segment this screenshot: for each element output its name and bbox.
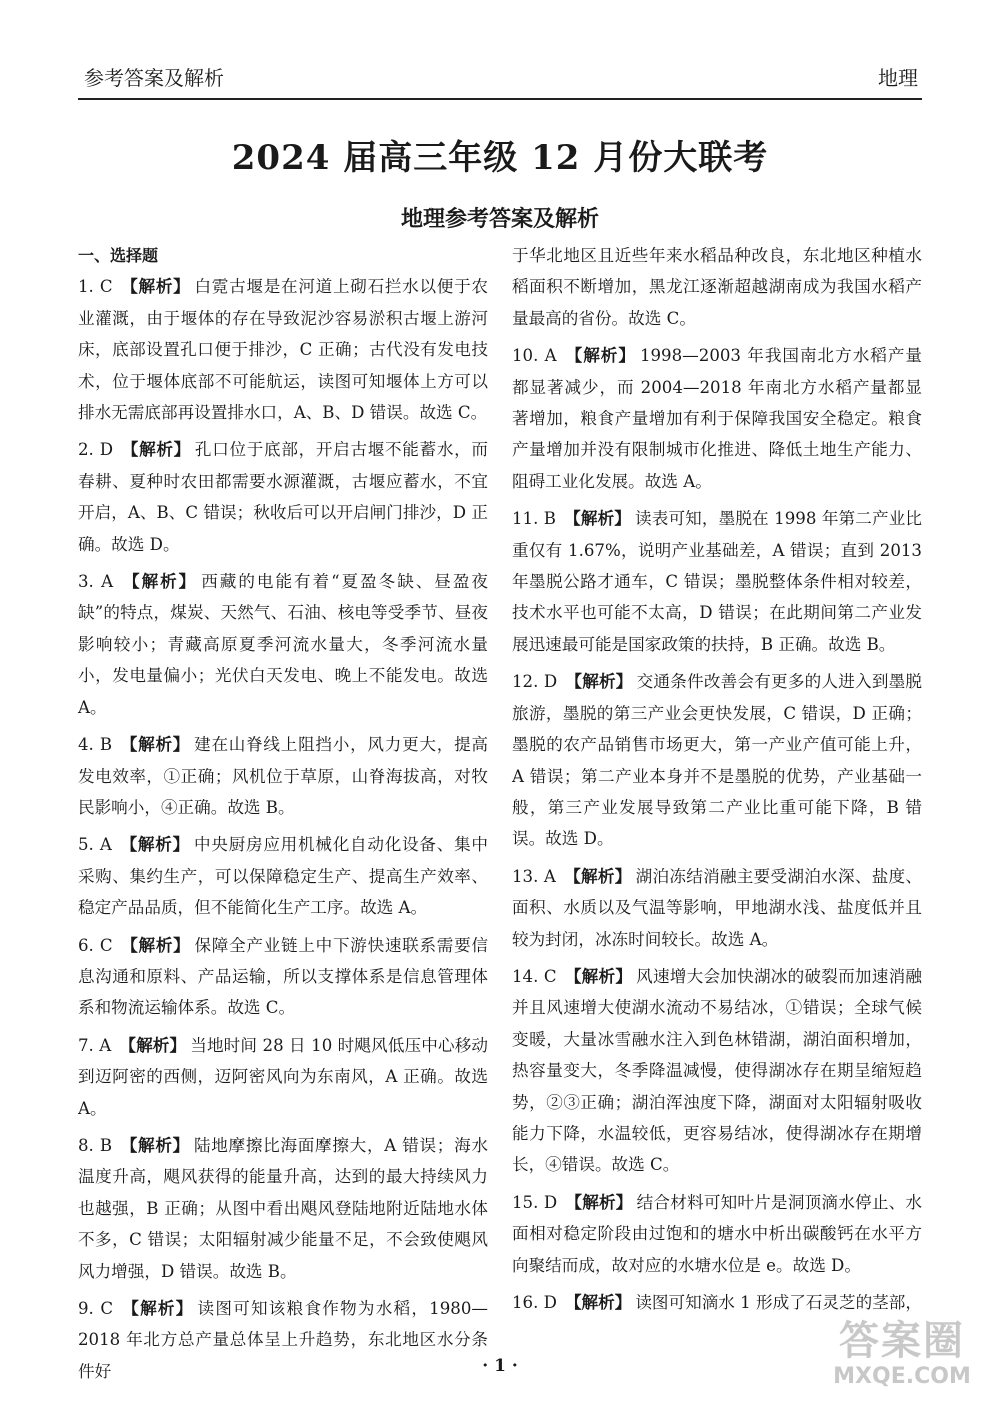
section-heading: 一、选择题 bbox=[78, 246, 159, 265]
answer-explanation: 当地时间 28 日 10 时飓风低压中心移动到迈阿密的西侧，迈阿密风向为东南风，A 正确。故选 A。 bbox=[78, 1035, 489, 1118]
analysis-tag: 【解析】 bbox=[563, 866, 632, 886]
answer-explanation: 交通条件改善会有更多的人进入到墨脱旅游，墨脱的第三产业会更快发展，C 错误，D 正确；墨脱的农产品销售市场更大，第一产业产值可能上升，A 错误；第二产业本身并不是墨脱的优势，产业基础一般，第三产业发展导致第二产业比重可能下降，B 错误。故选 D。 bbox=[512, 672, 923, 849]
watermark-logo-text: 答案圈 bbox=[839, 1318, 965, 1364]
answer-explanation: 读图可知滴水 1 形成了石灵芝的茎部， bbox=[635, 1293, 922, 1312]
answer-number: 13. A bbox=[512, 866, 556, 886]
answer-explanation: 西藏的电能有着“夏盈冬缺、昼盈夜缺”的特点，煤炭、天然气、石油、核电等受季节、昼夜影响较小；青藏高原夏季河流水量大，冬季河流水量小，发电量偏小；光伏白天发电、晚上不能发电。故选 A。 bbox=[78, 572, 489, 717]
analysis-tag: 【解析】 bbox=[120, 935, 191, 955]
answer-explanation: 风速增大会加快湖冰的破裂而加速消融并且风速增大使湖水流动不易结冰，①错误；全球气候变暖，大量冰雪融水注入到色林错湖，湖泊面积增加，热容量变大，冬季降温减慢，使得湖冰存在期呈缩短趋势，②③正确；湖泊浑浊度下降，湖面对太阳辐射吸收能力下降，水温较低，更容易结冰，使得湖冰存在期增长，④错误。故选 C。 bbox=[512, 966, 922, 1175]
header-left-title: 参考答案及解析 bbox=[84, 66, 224, 90]
answer-explanation: 保障全产业链上中下游快速联系需要信息沟通和原料、产品运输，所以支撑体系是信息管理体系和物流运输体系。故选 C。 bbox=[78, 935, 489, 1018]
answer-explanation: 读表可知，墨脱在 1998 年第二产业比重仅有 1.67%，说明产业基础差，A 错误；直到 2013 年墨脱公路才通车，C 错误；墨脱整体条件相对较差，技术水平也可能不太高，D 错误；在此期间第二产业发展迅速最可能是国家政策的扶持，B 正确。故选 B。 bbox=[512, 509, 923, 654]
analysis-tag: 【解析】 bbox=[120, 735, 191, 755]
analysis-tag: 【解析】 bbox=[565, 1192, 633, 1212]
analysis-tag: 【解析】 bbox=[119, 835, 190, 855]
answer-explanation: 陆地摩擦比海面摩擦大，A 错误；海水温度升高，飓风获得的能量升高，达到的最大持续风力也越强，B 正确；从图中看出飓风登陆地附近陆地水体不多，C 错误；太阳辐射减少能量不足，不会致使飓风风力增强，D 错误。故选 B。 bbox=[78, 1135, 489, 1281]
answer-number: 4. B bbox=[78, 735, 113, 755]
answer-explanation: 结合材料可知叶片是洞顶滴水停止、水面相对稳定阶段由过饱和的塘水中析出碳酸钙在水平方向聚结而成，故对应的水塘水位是 e。故选 D。 bbox=[512, 1192, 923, 1275]
answer-item bbox=[78, 566, 488, 723]
item-9-continuation: 于华北地区且近些年来水稻品种改良，东北地区种植水稻面积不断增加，黑龙江逐渐超越湖南成为我国水稻产量最高的省份。故选 C。 bbox=[512, 246, 922, 328]
page-number: · 1 · bbox=[482, 1356, 518, 1376]
answer-explanation: 湖泊冻结消融主要受湖泊水深、盐度、面积、水质以及气温等影响，甲地湖水浅、盐度低并且较为封闭，冰冻时间较长。故选 A。 bbox=[512, 866, 923, 949]
answer-item bbox=[78, 271, 488, 428]
answer-item bbox=[78, 1130, 488, 1287]
answer-number: 8. B bbox=[78, 1135, 113, 1155]
answer-item bbox=[512, 861, 922, 955]
analysis-tag: 【解析】 bbox=[565, 672, 633, 692]
analysis-tag: 【解析】 bbox=[121, 572, 198, 592]
answer-item bbox=[512, 1287, 922, 1318]
answer-number: 7. A bbox=[78, 1035, 112, 1055]
analysis-tag: 【解析】 bbox=[121, 440, 191, 460]
answer-item bbox=[78, 930, 488, 1024]
answer-explanation: 读图可知该粮食作物为水稻，1980—2018 年北方总产量总体呈上升趋势，东北地区水分条件好 bbox=[78, 1299, 488, 1381]
answer-item bbox=[78, 729, 488, 823]
answer-explanation: 建在山脊线上阻挡小，风力更大，提高发电效率，①正确；风机位于草原，山脊海拔高，对牧民影响小，④正确。故选 B。 bbox=[78, 735, 488, 817]
answer-item bbox=[78, 434, 488, 560]
header-subject: 地理 bbox=[878, 66, 918, 90]
answer-number: 1. C bbox=[78, 277, 113, 297]
analysis-tag: 【解析】 bbox=[121, 1299, 194, 1318]
analysis-tag: 【解析】 bbox=[564, 1293, 632, 1312]
answer-number: 6. C bbox=[78, 935, 113, 955]
answer-number: 16. D bbox=[512, 1293, 557, 1312]
watermark-logo bbox=[822, 1318, 982, 1398]
watermark-url: MXQE.COM bbox=[833, 1364, 971, 1389]
answer-number: 14. C bbox=[512, 966, 557, 986]
answer-item bbox=[512, 503, 922, 660]
analysis-tag: 【解析】 bbox=[120, 277, 191, 297]
page-header bbox=[78, 58, 922, 100]
analysis-tag: 【解析】 bbox=[564, 346, 636, 366]
analysis-tag: 【解析】 bbox=[564, 966, 633, 986]
answer-number: 15. D bbox=[512, 1192, 558, 1212]
answer-number: 11. B bbox=[512, 509, 556, 529]
answer-number: 9. C bbox=[78, 1299, 114, 1318]
answer-item bbox=[78, 1030, 488, 1124]
analysis-tag: 【解析】 bbox=[119, 1035, 187, 1055]
answer-item bbox=[78, 829, 488, 923]
answer-number: 10. A bbox=[512, 346, 557, 366]
page-title: 2024 届高三年级 12 月份大联考 bbox=[231, 138, 769, 178]
left-column bbox=[78, 240, 488, 1393]
answer-item bbox=[512, 1187, 922, 1281]
analysis-tag: 【解析】 bbox=[120, 1135, 190, 1155]
answer-explanation: 1998—2003 年我国南北方水稻产量都显著减少，而 2004—2018 年南北方水稻产量都显著增加，粮食产量增加有利于保障我国安全稳定。粮食产量增加并没有限制城市化推进、降低土地生产能力、阻碍工业化发展。故选 A。 bbox=[512, 346, 923, 491]
answer-item bbox=[512, 340, 922, 497]
answer-explanation: 孔口位于底部，开启古堰不能蓄水，而春耕、夏种时农田都需要水源灌溉，古堰应蓄水，不宜开启，A、B、C 错误；秋收后可以开启闸门排沙，D 正确。故选 D。 bbox=[78, 440, 489, 554]
answer-item bbox=[512, 961, 922, 1181]
right-column bbox=[512, 240, 922, 1324]
answer-number: 5. A bbox=[78, 835, 112, 855]
answer-item bbox=[512, 666, 922, 854]
answer-number: 12. D bbox=[512, 672, 558, 692]
answer-explanation: 中央厨房应用机械化自动化设备、集中采购、集约生产，可以保障稳定生产、提高生产效率、稳定产品品质，但不能简化生产工序。故选 A。 bbox=[78, 835, 489, 918]
answer-number: 2. D bbox=[78, 440, 114, 460]
answer-explanation: 白霓古堰是在河道上砌石拦水以便于农业灌溉，由于堰体的存在导致泥沙容易淤积古堰上游河床，底部设置孔口便于排沙，C 正确；古代没有发电技术，位于堰体底部不可能航运，读图可知堰体上方可以排水无需底部再设置排水口，A、B、D 错误。故选 C。 bbox=[78, 277, 489, 423]
analysis-tag: 【解析】 bbox=[564, 509, 632, 529]
page-subtitle: 地理参考答案及解析 bbox=[400, 207, 599, 232]
answer-number: 3. A bbox=[78, 572, 114, 592]
